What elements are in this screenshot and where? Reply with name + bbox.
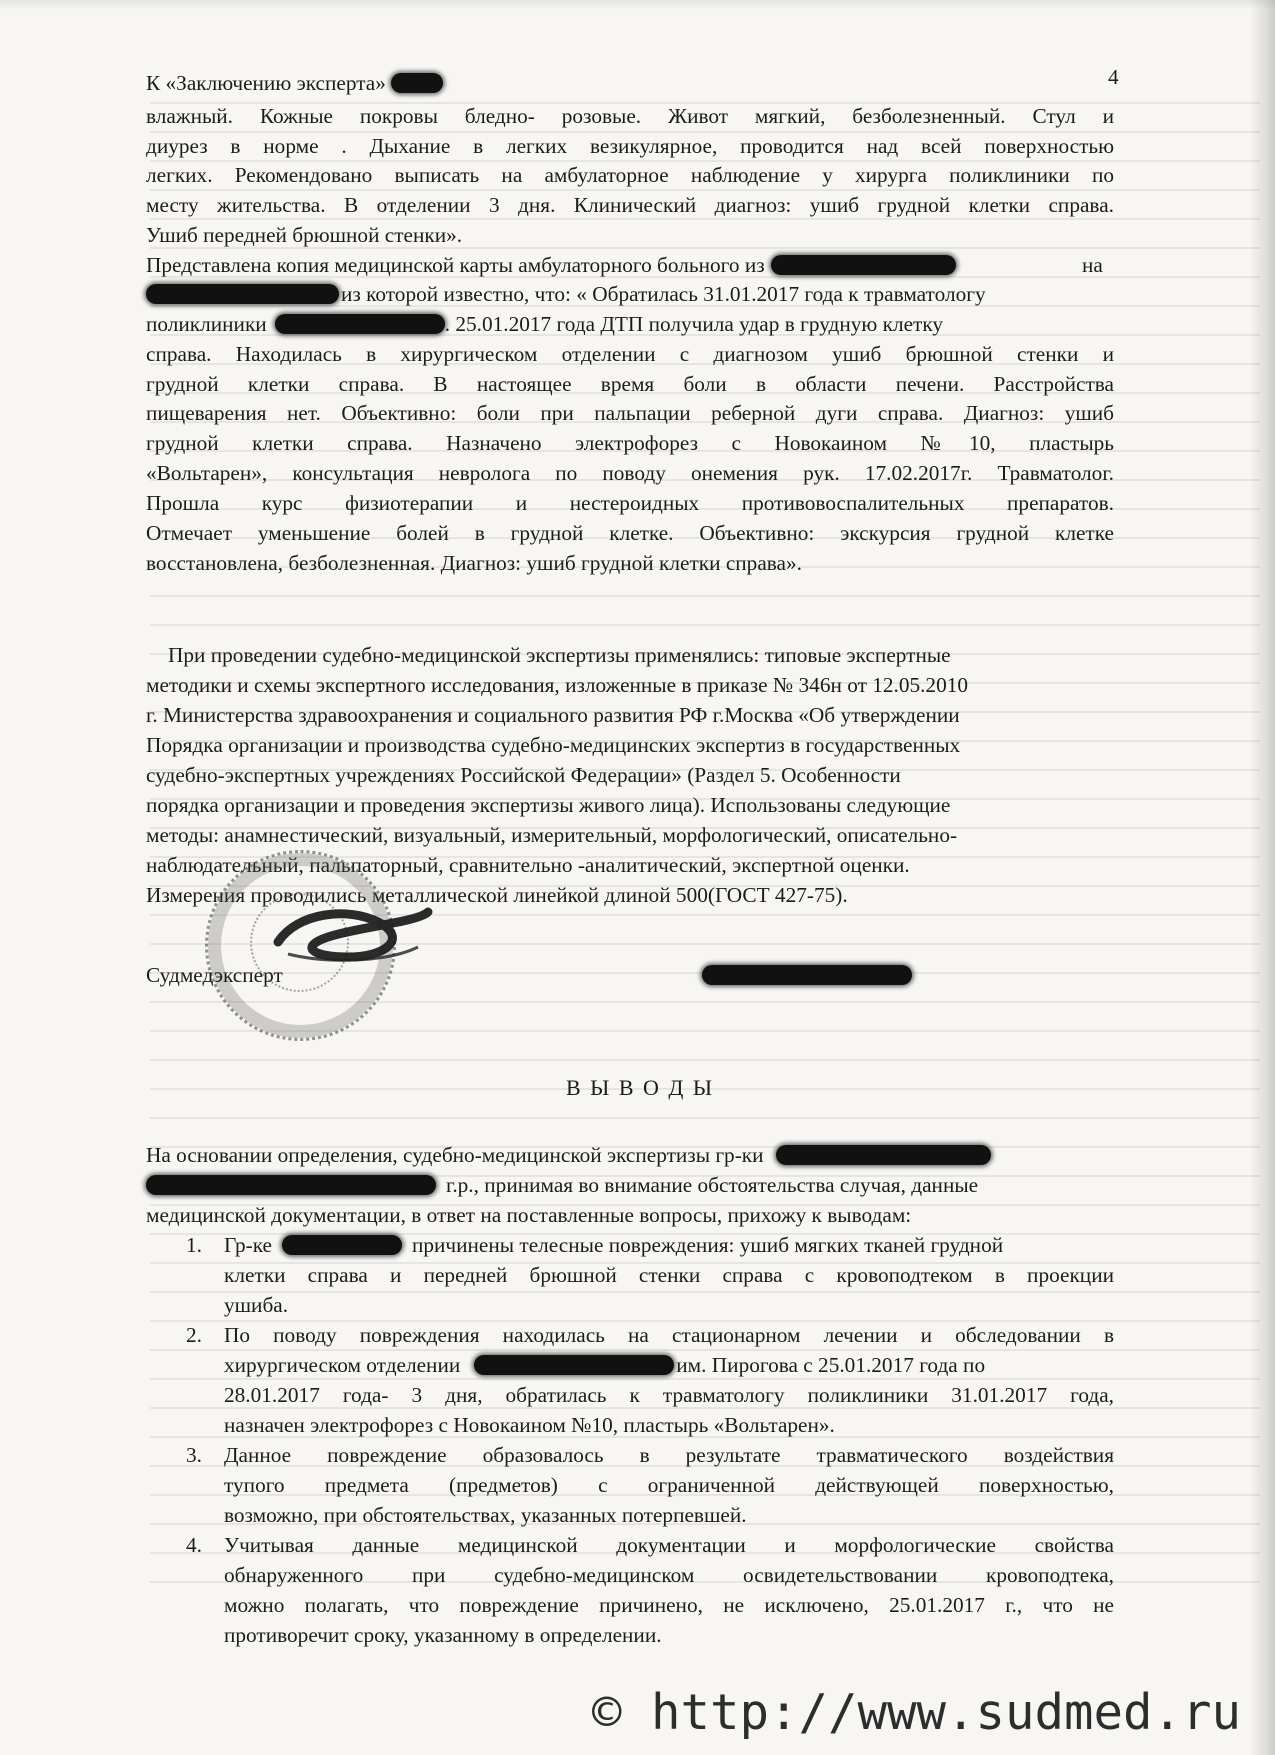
conclusion-line: Учитывая данные медицинской документации и морфологические свойства [224, 1533, 1114, 1557]
methods-line: При проведении судебно-медицинской экспертизы применялись: типовые экспертные [168, 643, 951, 667]
body-line: Прошла курс физиотерапии и нестероидных противовоспалительных препаратов. [146, 491, 1114, 515]
body-line: восстановлена, безболезненная. Диагноз: ушиб грудной клетки справа». [146, 551, 802, 575]
conclusion-line: ушиба. [224, 1293, 289, 1317]
signature-scribble [268, 902, 438, 972]
page-number: 4 [1108, 65, 1119, 89]
body-line: месту жительства. В отделении 3 дня. Клинический диагноз: ушиб грудной клетки справа. [146, 193, 1114, 217]
conclusion-line: клетки справа и передней брюшной стенки справа с кровоподтеком в проекции [224, 1263, 1114, 1287]
redaction [146, 284, 339, 304]
conclusions-intro-line: На основании определения, судебно-медицинской экспертизы гр-ки [146, 1142, 991, 1168]
body-line: грудной клетки справа. В настоящее время боли в области печени. Расстройства [146, 372, 1114, 396]
conclusion-line: обнаруженного при судебно-медицинском освидетельствовании кровоподтека, [224, 1563, 1114, 1587]
methods-line: Порядка организации и производства судебно-медицинских экспертиз в государственных [146, 733, 961, 757]
expert-signature-label: Судмедэксперт [146, 963, 283, 987]
page-edge-shadow-right [1249, 0, 1275, 1755]
body-line: поликлиники . 25.01.2017 года ДТП получила удар в грудную клетку [146, 312, 944, 336]
conclusion-line: противоречит сроку, указанному в определении. [224, 1623, 662, 1647]
conclusions-title: В Ы В О Д Ы [566, 1075, 715, 1100]
page-edge-shadow-top [0, 0, 1275, 10]
redaction [771, 255, 956, 275]
conclusions-intro-line: г.р., принимая во внимание обстоятельства случая, данные [146, 1172, 978, 1198]
methods-line: наблюдательный, пальпаторный, сравнительно -аналитический, экспертной оценки. [146, 853, 910, 877]
conclusion-line: возможно, при обстоятельствах, указанных потерпевшей. [224, 1503, 747, 1527]
conclusion-number: 4. [186, 1533, 202, 1557]
redaction [282, 1235, 402, 1255]
body-line: пищеварения нет. Объективно: боли при пальпации реберной дуги справа. Диагноз: ушиб [146, 401, 1114, 425]
document-header: К «Заключению эксперта» [146, 70, 443, 96]
methods-line: методики и схемы экспертного исследования, изложенные в приказе № 346н от 12.05.2010 [146, 673, 969, 697]
conclusion-line: Данное повреждение образовалось в результате травматического воздействия [224, 1443, 1114, 1467]
methods-line: Измерения проводились металлической линейкой длиной 500(ГОСТ 427-75). [146, 883, 848, 907]
body-line: Отмечает уменьшение болей в грудной клетке. Объективно: экскурсия грудной клетке [146, 521, 1114, 545]
conclusion-number: 2. [186, 1323, 202, 1347]
body-line: справа. Находилась в хирургическом отделении с диагнозом ушиб брюшной стенки и [146, 342, 1114, 366]
conclusion-line: тупого предмета (предметов) с ограниченной действующей поверхностью, [224, 1473, 1114, 1497]
methods-line: методы: анамнестический, визуальный, измерительный, морфологический, описательно- [146, 823, 958, 847]
body-line: из которой известно, что: « Обратилась 31.01.2017 года к травматологу [146, 281, 986, 307]
redaction [474, 1355, 674, 1375]
conclusion-line: можно полагать, что повреждение причинено, не исключено, 25.01.2017 г., что не [224, 1593, 1114, 1617]
conclusion-line: По поводу повреждения находилась на стационарном лечении и обследовании в [224, 1323, 1114, 1347]
conclusion-line: назначен электрофорез с Новокаином №10, пластырь «Вольтарен». [224, 1413, 835, 1437]
conclusion-line: хирургическом отделении им. Пирогова с 25.01.2017 года по [224, 1353, 986, 1377]
body-line: диурез в норме . Дыхание в легких везикулярное, проводится над всей поверхностью [146, 134, 1114, 158]
redaction [146, 1175, 436, 1195]
redaction [391, 73, 443, 93]
redaction [776, 1145, 991, 1165]
redaction [275, 314, 445, 334]
redaction [702, 965, 912, 985]
conclusion-number: 1. [186, 1233, 202, 1257]
body-line: легких. Рекомендовано выписать на амбулаторное наблюдение у хирурга поликлиники по [146, 163, 1114, 187]
conclusion-number: 3. [186, 1443, 202, 1467]
methods-line: судебно-экспертных учреждениях Российской Федерации» (Раздел 5. Особенности [146, 763, 901, 787]
methods-line: порядка организации и проведения экспертизы живого лица). Использованы следующие [146, 793, 951, 817]
body-line: на [1082, 253, 1103, 277]
site-watermark: © http://www.sudmed.ru [592, 1684, 1242, 1741]
conclusions-intro-line: медицинской документации, в ответ на поставленные вопросы, прихожу к выводам: [146, 1203, 912, 1227]
body-line: Представлена копия медицинской карты амбулаторного больного из [146, 252, 956, 278]
body-line: влажный. Кожные покровы бледно- розовые. Живот мягкий, безболезненный. Стул и [146, 104, 1114, 128]
conclusion-line: Гр-ке причинены телесные повреждения: ушиб мягких тканей грудной [224, 1233, 1004, 1257]
body-line: Ушиб передней брюшной стенки». [146, 223, 463, 247]
body-line: грудной клетки справа. Назначено электрофорез с Новокаином №10, пластырь [146, 431, 1114, 455]
body-line: «Вольтарен», консультация невролога по поводу онемения рук. 17.02.2017г. Травматолог. [146, 461, 1114, 485]
methods-line: г. Министерства здравоохранения и социального развития РФ г.Москва «Об утверждении [146, 703, 960, 727]
conclusion-line: 28.01.2017 года- 3 дня, обратилась к травматологу поликлиники 31.01.2017 года, [224, 1383, 1114, 1407]
